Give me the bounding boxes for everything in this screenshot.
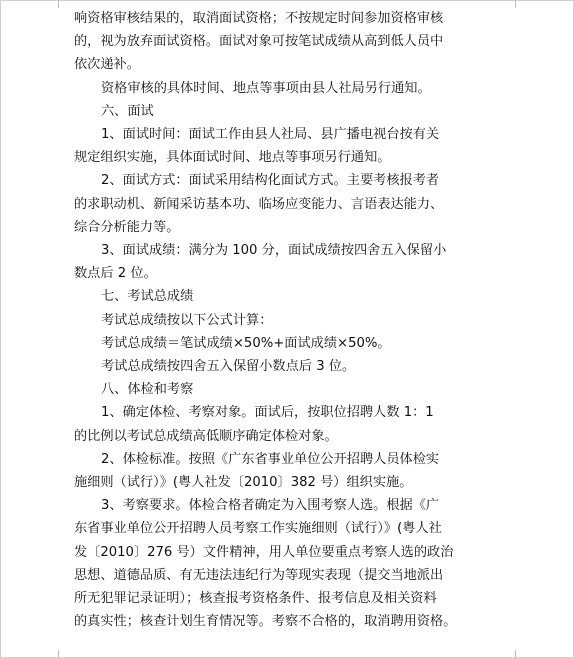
crop-mark-bottom-left [58, 650, 67, 658]
section-heading: 八、体检和考察 [101, 382, 194, 398]
section-heading: 七、考试总成绩 [101, 289, 194, 305]
paragraph-line: 所无犯罪记录证明）；核查报考资格条件、报考信息及相关资料 [74, 591, 437, 607]
paragraph-line: 2、面试方式：面试采用结构化面试方式。主要考核报考者 [101, 173, 440, 189]
paragraph-line: 3、考察要求。体检合格者确定为入围考察人选。根据《广 [101, 498, 440, 514]
paragraph-line: 响资格审核结果的，取消面试资格；不按规定时间参加资格审核 [74, 11, 444, 26]
section-heading: 六、面试 [101, 103, 154, 119]
paragraph-line: 综合分析能力等。 [74, 219, 180, 235]
formula-line: 考试总成绩＝笔试成绩×50%+面试成绩×50%。 [101, 335, 391, 351]
crop-mark-top-left [58, 0, 67, 8]
paragraph-line: 1、确定体检、考察对象。面试后，按职位招聘人数 1：1 [101, 405, 434, 421]
paragraph-line: 发〔2010〕276 号）文件精神，用人单位要重点考察人选的政治 [74, 544, 454, 560]
paragraph-line: 的真实性；核查计划生育情况等。考察不合格的，取消聘用资格。 [74, 614, 457, 630]
paragraph-line: 的，视为放弃面试资格。面试对象可按笔试成绩从高到低人员中 [74, 34, 444, 50]
crop-mark-bottom-right [507, 650, 516, 658]
paragraph-line: 的求职动机、新闻采访基本功、临场应变能力、言语表达能力、 [74, 196, 444, 212]
paragraph-line: 资格审核的具体时间、地点等事项由县人社局另行通知。 [101, 80, 431, 96]
paragraph-line: 规定组织实施，具体面试时间、地点等事项另行通知。 [74, 150, 391, 166]
document-body [74, 7, 502, 633]
paragraph-line: 数点后 2 位。 [74, 266, 157, 282]
paragraph-line: 2、体检标准。按照《广东省事业单位公开招聘人员体检实 [101, 451, 440, 467]
paragraph-line: 思想、道德品质、有无违法违纪行为等现实表现（提交当地派出 [74, 567, 444, 583]
paragraph-line: 3、面试成绩：满分为 100 分，面试成绩按四舍五入保留小 [101, 243, 447, 259]
paragraph-line: 东省事业单位公开招聘人员考察工作实施细则（试行）》(粤人社 [74, 521, 442, 537]
paragraph-line: 考试总成绩按四舍五入保留小数点后 3 位。 [101, 359, 356, 375]
paragraph-line: 施细则（试行）》(粤人社发〔2010〕382 号）组织实施。 [74, 475, 413, 491]
paragraph-line: 的比例以考试总成绩高低顺序确定体检对象。 [74, 428, 338, 444]
paragraph-line: 1、面试时间：面试工作由县人社局、县广播电视台按有关 [101, 127, 440, 143]
paragraph-line: 考试总成绩按以下公式计算： [101, 312, 273, 328]
paragraph-line: 依次递补。 [74, 57, 140, 73]
crop-mark-top-right [507, 0, 516, 8]
